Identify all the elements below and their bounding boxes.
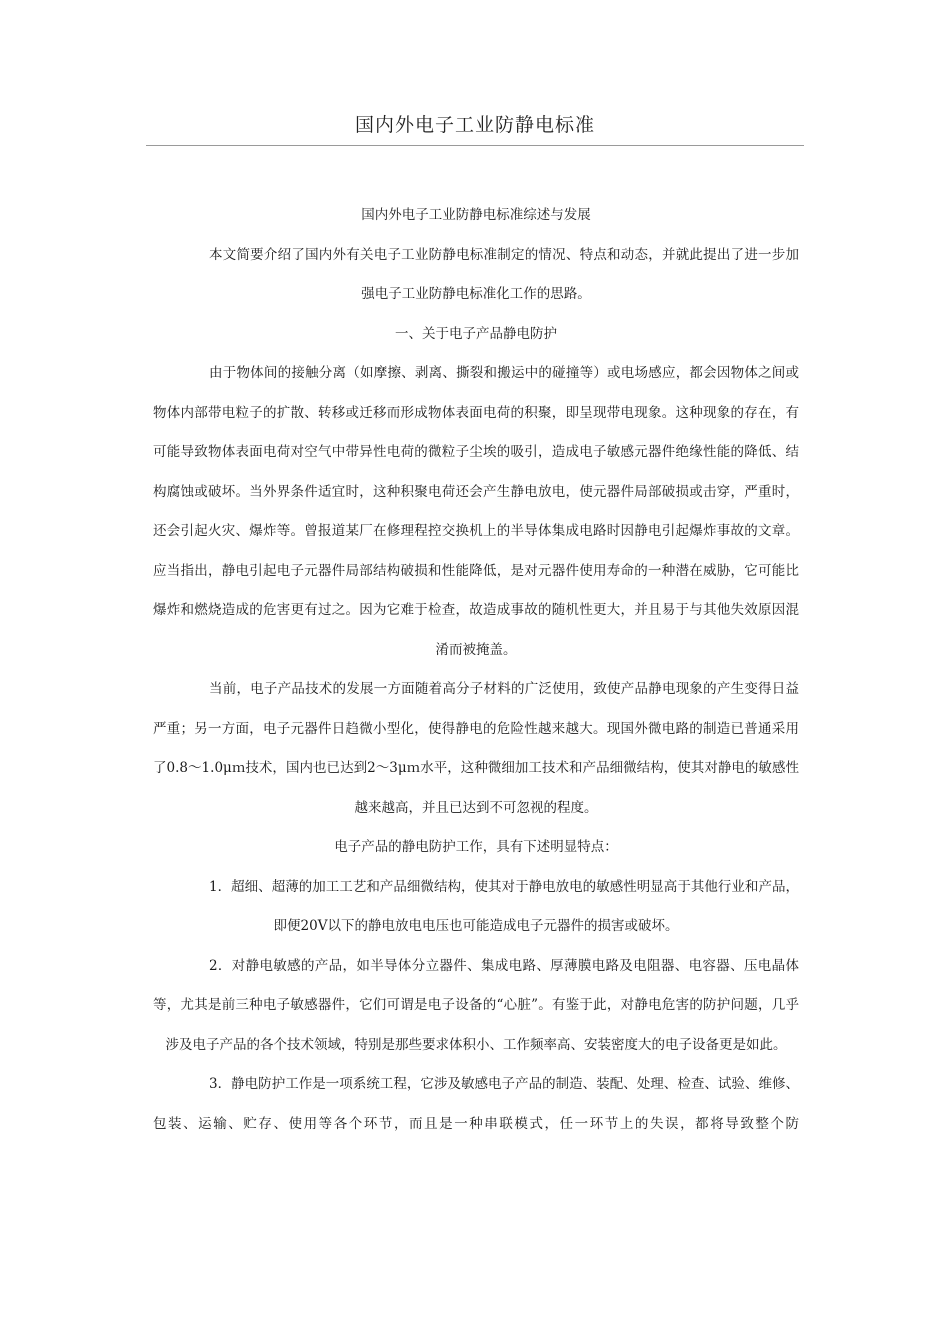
section-heading: 一、关于电子产品静电防护 (395, 325, 557, 342)
document-body (153, 196, 799, 1144)
title-divider (146, 145, 804, 146)
abstract-paragraph: 本文简要介绍了国内外有关电子工业防静电标准制定的情况、特点和动态，并就此提出了进一步加强电子工业防静电标准化工作的思路。 (209, 246, 799, 302)
body-paragraph-2: 当前，电子产品技术的发展一方面随着高分子材料的广泛使用，致使产品静电现象的产生变得日益严重；另一方面，电子元器件日趋微小型化，使得静电的危险性越来越大。现国外微电路的制造已普通采用了0.8～1.0μｍ技术，国内也已达到2～3μｍ水平，这种微细加工技术和产品细微结构，使其对静电的敏感性越来越高，并且已达到不可忽视的程度。 (153, 681, 799, 816)
document-title: 国内外电子工业防静电标准 (354, 114, 595, 136)
body-paragraph-1: 由于物体间的接触分离（如摩擦、剥离、撕裂和搬运中的碰撞等）或电场感应，都会因物体之间或物体内部带电粒子的扩散、转移或迁移而形成物体表面电荷的积聚，即呈现带电现象。这种现象的存在，有可能导致物体表面电荷对空气中带异性电荷的微粒子尘埃的吸引，造成电子敏感元器件绝缘性能的降低、结构腐蚀或破坏。当外界条件适宜时，这种积聚电荷还会产生静电放电，使元器件局部破损或击穿，严重时，还会引起火灾、爆炸等。曾报道某厂在修理程控交换机上的半导体集成电路时因静电引起爆炸事故的文章。应当指出，静电引起电子元器件局部结构破损和性能降低，是对元器件使用寿命的一种潜在威胁，它可能比爆炸和燃烧造成的危害更有过之。因为它难于检查，故造成事故的随机性更大，并且易于与其他失效原因混淆而被掩盖。 (153, 365, 799, 658)
feature-item-1: 1．超细、超薄的加工工艺和产品细微结构，使其对于静电放电的敏感性明显高于其他行业和产品，即便20V以下的静电放电电压也可能造成电子元器件的损害或破坏。 (209, 878, 799, 934)
features-intro: 电子产品的静电防护工作，具有下述明显特点： (334, 839, 618, 855)
feature-item-3: 3．静电防护工作是一项系统工程，它涉及敏感电子产品的制造、装配、处理、检查、试验、维修、包装、运输、贮存、使用等各个环节，而且是一种串联模式，任一环节上的失误，都将导致整个防 (153, 1076, 799, 1132)
article-subtitle: 国内外电子工业防静电标准综述与发展 (361, 207, 591, 223)
feature-item-2: 2．对静电敏感的产品，如半导体分立器件、集成电路、厚薄膜电路及电阻器、电容器、压电晶体等，尤其是前三种电子敏感器件，它们可谓是电子设备的“心脏”。有鉴于此，对静电危害的防护问题，几乎涉及电子产品的各个技术领域，特别是那些要求体积小、工作频率高、安装密度大的电子设备更是如此。 (153, 957, 799, 1053)
